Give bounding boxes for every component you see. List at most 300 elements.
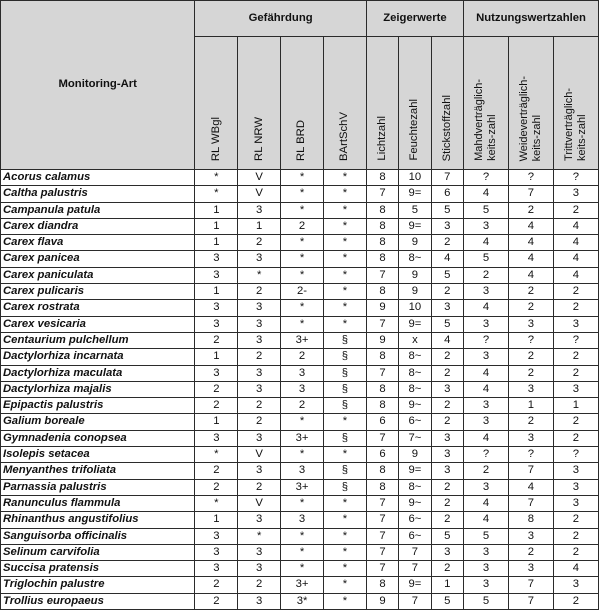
table-row xyxy=(1,544,599,560)
table-cell: 9 xyxy=(366,332,398,348)
table-cell: 2 xyxy=(238,284,281,300)
table-row xyxy=(1,170,599,186)
table-cell: 3 xyxy=(431,300,463,316)
table-cell: 2 xyxy=(553,365,598,381)
table-cell: * xyxy=(323,577,366,593)
table-cell: 2 xyxy=(553,284,598,300)
table-cell: * xyxy=(281,235,324,251)
table-cell: 2 xyxy=(431,561,463,577)
table-cell: 3 xyxy=(238,251,281,267)
table-cell: 3 xyxy=(238,332,281,348)
species-name: Triglochin palustre xyxy=(1,577,195,593)
table-cell: 2- xyxy=(281,284,324,300)
table-row xyxy=(1,284,599,300)
table-cell: 3 xyxy=(508,381,553,397)
table-cell: § xyxy=(323,365,366,381)
table-row xyxy=(1,349,599,365)
table-cell: 5 xyxy=(464,528,509,544)
table-cell: 7 xyxy=(366,316,398,332)
table-cell: * xyxy=(281,251,324,267)
table-cell: * xyxy=(281,267,324,283)
table-cell: * xyxy=(323,544,366,560)
table-cell: 7~ xyxy=(399,430,431,446)
table-cell: 3 xyxy=(508,528,553,544)
table-cell: § xyxy=(323,398,366,414)
table-cell: 2 xyxy=(508,284,553,300)
table-cell: 2 xyxy=(238,349,281,365)
table-cell: 3 xyxy=(281,365,324,381)
table-cell: 7 xyxy=(366,512,398,528)
table-cell: 5 xyxy=(431,316,463,332)
table-cell: 3 xyxy=(195,544,238,560)
table-cell: 3 xyxy=(464,316,509,332)
table-cell: 2 xyxy=(238,479,281,495)
table-cell: 4 xyxy=(464,430,509,446)
table-cell: 10 xyxy=(399,300,431,316)
table-cell: 2 xyxy=(553,349,598,365)
table-cell: 3 xyxy=(281,463,324,479)
header-col-rl-nrw: RL NRW xyxy=(238,36,281,169)
table-cell: 8 xyxy=(366,577,398,593)
table-cell: 2 xyxy=(281,218,324,234)
table-cell: * xyxy=(281,316,324,332)
species-name: Epipactis palustris xyxy=(1,398,195,414)
table-cell: * xyxy=(323,218,366,234)
table-cell: 7 xyxy=(366,186,398,202)
table-cell: 2 xyxy=(281,398,324,414)
header-gefaehrdung: Gefährdung xyxy=(195,1,366,37)
table-cell: ? xyxy=(464,170,509,186)
table-cell: 2 xyxy=(553,593,598,609)
table-cell: 3 xyxy=(553,577,598,593)
table-cell: 2 xyxy=(431,495,463,511)
table-row xyxy=(1,414,599,430)
species-name: Dactylorhiza maculata xyxy=(1,365,195,381)
table-row xyxy=(1,186,599,202)
table-cell: 7 xyxy=(399,593,431,609)
table-cell: 9~ xyxy=(399,398,431,414)
table-cell: 2 xyxy=(553,528,598,544)
table-cell: 9 xyxy=(399,267,431,283)
table-cell: 7 xyxy=(366,430,398,446)
table-cell: 2 xyxy=(431,479,463,495)
table-row xyxy=(1,528,599,544)
table-cell: 7 xyxy=(399,544,431,560)
table-row xyxy=(1,267,599,283)
table-cell: 3 xyxy=(464,398,509,414)
table-cell: 4 xyxy=(508,218,553,234)
table-row xyxy=(1,577,599,593)
table-cell: 2 xyxy=(195,593,238,609)
table-cell: 9= xyxy=(399,577,431,593)
table-cell: 8~ xyxy=(399,251,431,267)
species-name: Isolepis setacea xyxy=(1,447,195,463)
table-cell: 3 xyxy=(238,512,281,528)
table-cell: * xyxy=(323,447,366,463)
table-row xyxy=(1,430,599,446)
species-name: Gymnadenia conopsea xyxy=(1,430,195,446)
species-name: Sanguisorba officinalis xyxy=(1,528,195,544)
table-cell: * xyxy=(323,170,366,186)
table-cell: 4 xyxy=(553,235,598,251)
species-name: Ranunculus flammula xyxy=(1,495,195,511)
table-cell: * xyxy=(281,544,324,560)
table-row xyxy=(1,512,599,528)
table-cell: 3 xyxy=(238,381,281,397)
table-cell: ? xyxy=(508,170,553,186)
table-cell: 2 xyxy=(281,349,324,365)
table-cell: 6 xyxy=(431,186,463,202)
table-cell: 3 xyxy=(238,463,281,479)
table-cell: * xyxy=(323,495,366,511)
table-cell: 2 xyxy=(431,512,463,528)
table-cell: 4 xyxy=(464,300,509,316)
table-cell: ? xyxy=(553,170,598,186)
table-cell: 8 xyxy=(366,202,398,218)
header-nutzungswertzahlen: Nutzungswertzahlen xyxy=(464,1,599,37)
table-cell: 3+ xyxy=(281,430,324,446)
table-cell: 8 xyxy=(508,512,553,528)
table-cell: 4 xyxy=(508,251,553,267)
table-cell: ? xyxy=(553,447,598,463)
table-row xyxy=(1,218,599,234)
table-cell: § xyxy=(323,463,366,479)
table-cell: * xyxy=(281,414,324,430)
table-cell: * xyxy=(323,300,366,316)
table-cell: 8~ xyxy=(399,381,431,397)
table-row xyxy=(1,202,599,218)
table-row xyxy=(1,463,599,479)
table-cell: 3 xyxy=(238,561,281,577)
table-cell: 3 xyxy=(464,284,509,300)
table-cell: 2 xyxy=(195,577,238,593)
table-cell: 9= xyxy=(399,218,431,234)
table-cell: * xyxy=(195,447,238,463)
table-cell: 6~ xyxy=(399,528,431,544)
table-cell: 4 xyxy=(431,332,463,348)
table-cell: 2 xyxy=(553,414,598,430)
table-cell: 3 xyxy=(431,218,463,234)
table-cell: 3 xyxy=(238,300,281,316)
table-cell: 9 xyxy=(399,284,431,300)
table-cell: 2 xyxy=(195,398,238,414)
table-cell: 2 xyxy=(508,349,553,365)
table-cell: ? xyxy=(464,447,509,463)
table-cell: 7 xyxy=(366,561,398,577)
species-name: Campanula patula xyxy=(1,202,195,218)
species-name: Dactylorhiza majalis xyxy=(1,381,195,397)
table-cell: 5 xyxy=(431,267,463,283)
table-cell: * xyxy=(323,528,366,544)
header-col-mahdvertraeglichkeit: Mahdverträglich- keits-zahl xyxy=(464,36,509,169)
table-cell: 6~ xyxy=(399,414,431,430)
header-col-bartschv: BArtSchV xyxy=(323,36,366,169)
table-cell: * xyxy=(323,186,366,202)
species-name: Parnassia palustris xyxy=(1,479,195,495)
table-row xyxy=(1,398,599,414)
table-cell: 4 xyxy=(553,267,598,283)
table-cell: 3 xyxy=(553,186,598,202)
table-cell: 2 xyxy=(238,577,281,593)
table-cell: § xyxy=(323,430,366,446)
table-cell: 2 xyxy=(238,398,281,414)
table-cell: 9= xyxy=(399,186,431,202)
table-cell: 3 xyxy=(195,316,238,332)
table-row xyxy=(1,365,599,381)
table-cell: 6 xyxy=(366,447,398,463)
header-col-trittvertraeglichkeit: Trittverträglich- keits-zahl xyxy=(553,36,598,169)
table-cell: * xyxy=(281,447,324,463)
species-name: Carex flava xyxy=(1,235,195,251)
table-cell: 7 xyxy=(366,528,398,544)
table-cell: * xyxy=(281,495,324,511)
table-cell: 2 xyxy=(553,544,598,560)
table-cell: 6~ xyxy=(399,512,431,528)
table-cell: 9 xyxy=(399,447,431,463)
table-cell: 3 xyxy=(464,218,509,234)
table-cell: 3 xyxy=(431,381,463,397)
table-cell: 3 xyxy=(195,561,238,577)
table-cell: 7 xyxy=(366,267,398,283)
species-name: Dactylorhiza incarnata xyxy=(1,349,195,365)
species-name: Carex pulicaris xyxy=(1,284,195,300)
table-cell: 3 xyxy=(238,365,281,381)
table-cell: 3 xyxy=(464,544,509,560)
table-cell: 3 xyxy=(553,381,598,397)
table-cell: 7 xyxy=(431,170,463,186)
table-cell: 3 xyxy=(281,381,324,397)
table-cell: 2 xyxy=(195,463,238,479)
table-cell: 4 xyxy=(431,251,463,267)
table-cell: 9 xyxy=(366,300,398,316)
table-cell: 2 xyxy=(553,430,598,446)
table-cell: * xyxy=(323,284,366,300)
table-cell: 8~ xyxy=(399,349,431,365)
table-cell: 9 xyxy=(366,593,398,609)
table-cell: V xyxy=(238,170,281,186)
table-cell: 3 xyxy=(508,430,553,446)
table-cell: 7 xyxy=(366,495,398,511)
table-cell: 7 xyxy=(399,561,431,577)
table-cell: 8 xyxy=(366,398,398,414)
table-cell: 2 xyxy=(464,267,509,283)
table-cell: * xyxy=(195,186,238,202)
species-name: Rhinanthus angustifolius xyxy=(1,512,195,528)
table-cell: 8~ xyxy=(399,365,431,381)
table-row xyxy=(1,316,599,332)
header-col-weidevertraeglichkeit: Weideverträglich- keits-zahl xyxy=(508,36,553,169)
table-cell: 2 xyxy=(431,349,463,365)
table-cell: * xyxy=(323,235,366,251)
table-cell: 7 xyxy=(508,577,553,593)
table-cell: 3 xyxy=(195,430,238,446)
table-cell: 3 xyxy=(281,512,324,528)
table-cell: 4 xyxy=(508,235,553,251)
table-row xyxy=(1,561,599,577)
table-cell: § xyxy=(323,332,366,348)
table-row xyxy=(1,300,599,316)
table-cell: 3 xyxy=(431,544,463,560)
table-cell: 2 xyxy=(553,512,598,528)
table-cell: 9~ xyxy=(399,495,431,511)
table-row xyxy=(1,593,599,609)
table-cell: * xyxy=(323,512,366,528)
table-cell: 7 xyxy=(366,365,398,381)
table-cell: 3 xyxy=(238,544,281,560)
table-cell: * xyxy=(281,528,324,544)
header-col-feuchtezahl: Feuchtezahl xyxy=(399,36,431,169)
table-cell: 5 xyxy=(464,251,509,267)
table-cell: 7 xyxy=(508,186,553,202)
table-cell: * xyxy=(323,593,366,609)
table-cell: 4 xyxy=(464,495,509,511)
table-cell: 8 xyxy=(366,170,398,186)
table-cell: 9= xyxy=(399,316,431,332)
header-zeigerwerte: Zeigerwerte xyxy=(366,1,463,37)
table-cell: 3 xyxy=(464,577,509,593)
table-cell: 3 xyxy=(195,251,238,267)
table-cell: 2 xyxy=(508,300,553,316)
table-cell: 1 xyxy=(508,398,553,414)
table-row xyxy=(1,235,599,251)
table-row xyxy=(1,479,599,495)
table-cell: 2 xyxy=(195,332,238,348)
table-cell: * xyxy=(323,267,366,283)
table-cell: * xyxy=(281,300,324,316)
table-cell: x xyxy=(399,332,431,348)
table-cell: § xyxy=(323,349,366,365)
table-cell: * xyxy=(281,202,324,218)
table-cell: 3+ xyxy=(281,332,324,348)
table-cell: 3 xyxy=(553,463,598,479)
table-cell: 1 xyxy=(195,512,238,528)
table-cell: ? xyxy=(464,332,509,348)
table-row xyxy=(1,447,599,463)
table-cell: 5 xyxy=(431,528,463,544)
table-cell: 2 xyxy=(464,463,509,479)
table-cell: 3 xyxy=(431,463,463,479)
table-row xyxy=(1,381,599,397)
table-cell: 4 xyxy=(464,512,509,528)
species-name: Galium boreale xyxy=(1,414,195,430)
table-cell: 3 xyxy=(195,300,238,316)
table-cell: 3 xyxy=(238,430,281,446)
table-cell: 4 xyxy=(553,251,598,267)
table-header xyxy=(1,1,599,170)
table-cell: 2 xyxy=(431,365,463,381)
species-name: Menyanthes trifoliata xyxy=(1,463,195,479)
table-cell: 1 xyxy=(553,398,598,414)
table-cell: 3 xyxy=(238,202,281,218)
table-cell: ? xyxy=(508,332,553,348)
table-cell: 3 xyxy=(464,479,509,495)
table-cell: 7 xyxy=(508,593,553,609)
table-cell: 3 xyxy=(553,495,598,511)
table-cell: § xyxy=(323,479,366,495)
header-monitoring-art: Monitoring-Art xyxy=(1,1,195,170)
table-cell: 3 xyxy=(508,316,553,332)
table-cell: V xyxy=(238,186,281,202)
species-name: Carex diandra xyxy=(1,218,195,234)
table-cell: 3 xyxy=(508,561,553,577)
table-cell: ? xyxy=(508,447,553,463)
table-cell: 2 xyxy=(553,300,598,316)
table-cell: 8 xyxy=(366,349,398,365)
table-cell: * xyxy=(281,561,324,577)
table-cell: 4 xyxy=(553,561,598,577)
table-cell: 2 xyxy=(431,414,463,430)
header-col-rl-brd: RL BRD xyxy=(281,36,324,169)
table-cell: 1 xyxy=(195,414,238,430)
table-cell: 7 xyxy=(366,544,398,560)
species-name: Trollius europaeus xyxy=(1,593,195,609)
table-cell: 8 xyxy=(366,235,398,251)
table-cell: 3 xyxy=(464,561,509,577)
table-cell: 5 xyxy=(431,593,463,609)
table-cell: 2 xyxy=(431,284,463,300)
species-name: Carex vesicaria xyxy=(1,316,195,332)
table-cell: V xyxy=(238,495,281,511)
table-cell: * xyxy=(238,267,281,283)
table-cell: V xyxy=(238,447,281,463)
table-cell: 2 xyxy=(508,202,553,218)
table-cell: 2 xyxy=(508,544,553,560)
table-cell: 1 xyxy=(195,202,238,218)
table-cell: 1 xyxy=(431,577,463,593)
table-cell: 3 xyxy=(553,316,598,332)
table-row xyxy=(1,251,599,267)
table-body xyxy=(1,170,599,610)
table-cell: 1 xyxy=(195,349,238,365)
table-cell: 8 xyxy=(366,284,398,300)
table-cell: * xyxy=(238,528,281,544)
table-cell: * xyxy=(281,170,324,186)
table-cell: 7 xyxy=(508,495,553,511)
table-cell: 8 xyxy=(366,218,398,234)
table-cell: 3* xyxy=(281,593,324,609)
table-row xyxy=(1,495,599,511)
table-cell: 3 xyxy=(431,430,463,446)
table-cell: * xyxy=(281,186,324,202)
table-cell: * xyxy=(323,316,366,332)
table-cell: * xyxy=(195,170,238,186)
table-cell: 1 xyxy=(195,235,238,251)
table-cell: 2 xyxy=(553,202,598,218)
table-cell: 3 xyxy=(195,365,238,381)
table-cell: 7 xyxy=(508,463,553,479)
table-cell: 6 xyxy=(366,414,398,430)
table-cell: 5 xyxy=(464,202,509,218)
table-cell: 4 xyxy=(553,218,598,234)
table-cell: 4 xyxy=(464,186,509,202)
table-cell: 3 xyxy=(431,447,463,463)
table-cell: 2 xyxy=(195,381,238,397)
table-cell: 10 xyxy=(399,170,431,186)
table-cell: 8 xyxy=(366,251,398,267)
table-cell: 3 xyxy=(195,267,238,283)
table-cell: 3 xyxy=(195,528,238,544)
table-cell: 3 xyxy=(464,349,509,365)
table-cell: 1 xyxy=(195,218,238,234)
table-cell: * xyxy=(323,251,366,267)
table-cell: 8 xyxy=(366,479,398,495)
header-col-lichtzahl: Lichtzahl xyxy=(366,36,398,169)
species-name: Centaurium pulchellum xyxy=(1,332,195,348)
table-cell: 8 xyxy=(366,381,398,397)
header-col-rl-wbgl: RL WBgl xyxy=(195,36,238,169)
table-cell: 3+ xyxy=(281,479,324,495)
table-cell: 4 xyxy=(464,235,509,251)
